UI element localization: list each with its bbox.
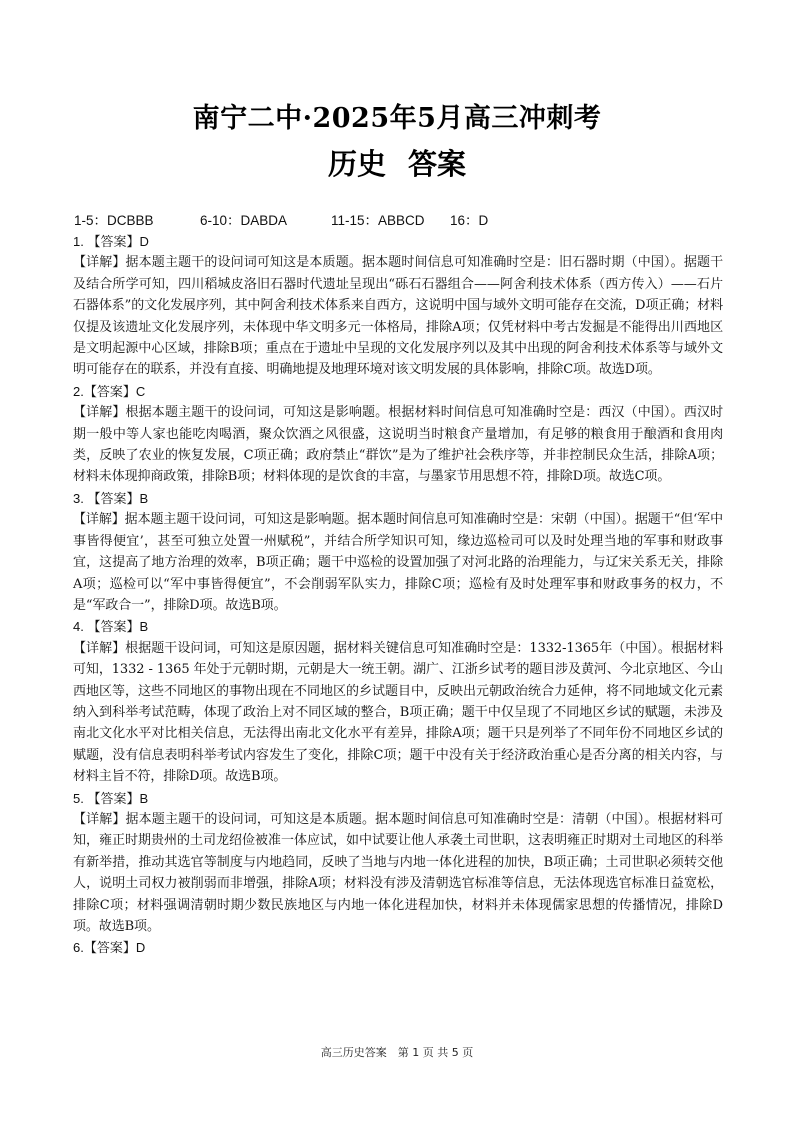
question-block — [73, 488, 723, 616]
question-answer: 4. 【答案】B — [73, 619, 149, 635]
answer-key-group: 16：D — [450, 213, 489, 228]
question-detail: 【详解】据本题主题干设问词，可知这是影响题。据本题时间信息可知准确时空是：宋朝（中国）。据题干“但‘军中事皆得便宜’，甚至可独立处置一州赋税”，并结合所学知识可知，缘边巡检司可以及时处理当地的军事和财政事宜，这提高了地方治理的效率，B项正确；题干中巡检的设置加强了对河北路的治理能力，与辽宋关系无关，排除A项；巡检可以“军中事皆得便宜”，不会削弱军队实力，排除C项；巡检有及时处理军事和财政事务的权力，不是“军政合一”，排除D项。故选B项。 — [73, 512, 723, 613]
question-detail: 【详解】根据本题主题干的设问词，可知这是影响题。根据材料时间信息可知准确时空是：西汉（中国）。西汉时期一般中等人家也能吃肉喝酒，聚众饮酒之风很盛，这说明当时粮食产量增加，有足够的粮食用于酿酒和食用肉类，反映了农业的恢复发展，C项正确；政府禁止“群饮”是为了维护社会秩序等，并非控制民众生活，排除A项；材料未体现抑商政策，排除B项；材料体现的是饮食的丰富，与墨家节用思想不符，排除D项。故选C项。 — [73, 405, 723, 485]
explanations — [73, 231, 723, 959]
question-block — [73, 231, 723, 381]
question-answer: 5. 【答案】B — [73, 790, 149, 806]
question-block — [73, 616, 723, 787]
question-answer: 3. 【答案】B — [73, 490, 149, 506]
answer-key-group: 6-10：DABDA — [200, 213, 288, 228]
page-subtitle — [0, 142, 794, 183]
question-detail: 【详解】据本题主题干的设问词可知这是本质题。据本题时间信息可知准确时空是：旧石器时期（中国）。据题干及结合所学可知，四川稻城皮洛旧石器时代遗址呈现出“砾石石器组合——阿舍利技术体系（西方传入）——石片石器体系”的文化发展序列，其中阿舍利技术体系来自西方，这说明中国与域外文明可能存在交流，D项正确；材料仅提及该遗址文化发展序列，未体现中华文明多元一体格局，排除A项；仅凭材料中考古发掘是不能得出川西地区是文明起源中心区域，排除B项；重点在于遗址中呈现的文化发展序列以及其中出现的阿舍利技术体系等与域外文明可能存在的联系，并没有直接、明确地提及地理环境对该文明发展的具体影响，排除C项。故选D项。 — [73, 255, 723, 378]
answer-key-group: 11-15：ABBCD — [331, 213, 425, 228]
question-block — [73, 381, 723, 488]
answer-key-group: 1-5：DCBBB — [74, 213, 154, 228]
question-answer: 2.【答案】C — [73, 383, 146, 399]
page-title: 南宁二中·2025年5月高三冲刺考 — [192, 103, 602, 134]
question-detail: 【详解】根据题干设问词，可知这是原因题，据材料关键信息可知准确时空是：1332-1365年（中国）。根据材料可知，1332 - 1365 年处于元朝时期，元朝是大一统王朝。湖广、江浙乡试考的题目涉及黄河、今北京地区、今山西地区等，这些不同地区的事物出现在不同地区的乡试题目中，反映出元朝政治统合力延伸，将不同地域文化元素纳入到科举考试范畴，体现了政治上对不同区域的整合，B项正确；题干中仅呈现了不同地区乡试的赋题，未涉及南北文化水平对比相关信息，无法得出南北文化水平有差异，排除A项；题干只是列举了不同年份不同地区乡试的赋题，没有信息表明科举考试内容发生了变化，排除C项；题干中没有关于经济政治重心是否分离的相关内容，与材料主旨不符，排除D项。故选B项。 — [73, 640, 723, 785]
answer-label: 答案 — [408, 147, 467, 181]
question-detail: 【详解】据本题主题干的设问词，可知这是本质题。据本题时间信息可知准确时空是：清朝（中国）。根据材料可知，雍正时期贵州的土司龙绍俭被准一体应试，如中试要让他人承袭土司世职，这表明雍正时期对土司地区的科举有新举措，推动其选官等制度与内地趋同，反映了当地与内地一体化进程的加快，B项正确；土司世职必须转交他人，说明土司权力被削弱而非增强，排除A项；材料没有涉及清朝选官标准等信息，无法体现选官标准日益宽松，排除C项；材料强调清朝时期少数民族地区与内地一体化进程加快，材料并未体现儒家思想的传播情况，排除D项。故选B项。 — [73, 811, 723, 934]
question-block — [73, 788, 723, 938]
question-answer: 1. 【答案】D — [73, 234, 149, 249]
question-block — [73, 937, 723, 958]
page-footer: 高三历史答案 第 1 页 共 5 页 — [320, 1046, 474, 1059]
subject-label: 历史 — [327, 147, 386, 181]
question-answer: 6.【答案】D — [73, 940, 146, 956]
answer-key-summary — [74, 209, 488, 229]
